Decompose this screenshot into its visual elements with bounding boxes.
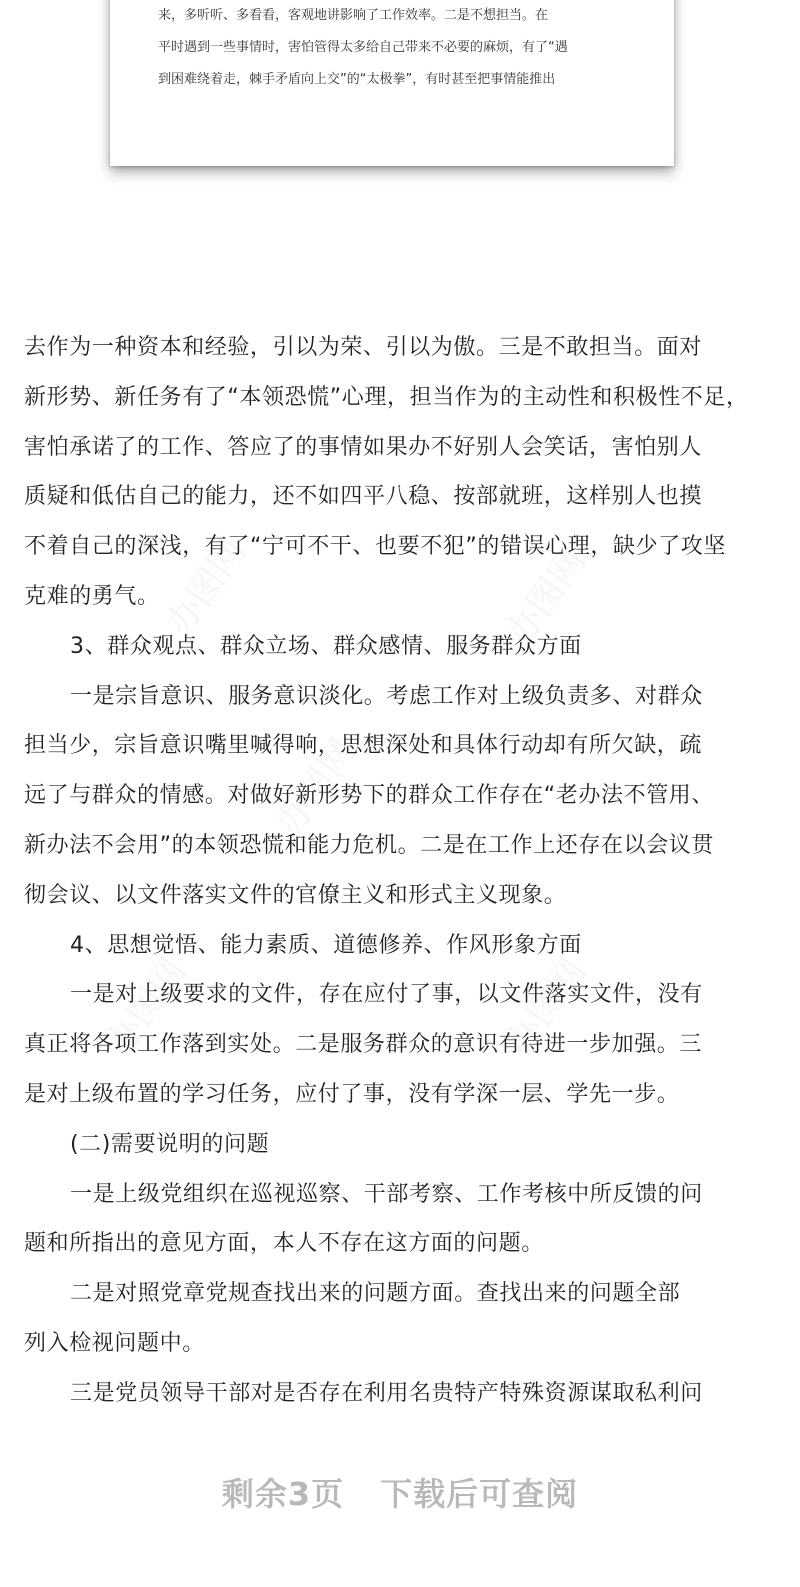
- remaining-pages-label: 剩余3页: [221, 1475, 345, 1513]
- body-line: 二是对照党章党规查找出来的问题方面。查找出来的问题全部: [70, 1281, 681, 1307]
- body-line: 一是上级党组织在巡视巡察、干部考察、工作考核中所反馈的问: [70, 1181, 703, 1207]
- watermark: 办图网: [498, 951, 595, 1064]
- download-to-view-label[interactable]: 下载后可查阅: [380, 1475, 579, 1513]
- body-line: 三是党员领导干部对是否存在利用名贵特产特殊资源谋取私利问: [70, 1380, 703, 1406]
- body-line: 新办法不会用”的本领恐慌和能力危机。二是在工作上还存在以会议贯: [24, 832, 714, 858]
- preview-text: [158, 0, 638, 96]
- body-line: 担当少，宗旨意识嘴里喊得响，思想深处和具体行动却有所欠缺，疏: [24, 733, 703, 759]
- body-line: (二)需要说明的问题: [70, 1131, 270, 1157]
- body-line: 远了与群众的情感。对做好新形势下的群众工作存在“老办法不管用、: [24, 783, 714, 809]
- watermark: 办图网: [158, 531, 255, 644]
- watermark: 办图网: [268, 731, 365, 844]
- preview-line: 平时遇到一些事情时，害怕管得太多给自己带来不必要的麻烦，有了“遇: [158, 40, 568, 55]
- body-line: 列入检视问题中。: [24, 1330, 205, 1356]
- body-line: 是对上级布置的学习任务，应付了事，没有学深一层、学先一步。: [24, 1081, 680, 1107]
- body-line: 克难的勇气。: [24, 583, 160, 609]
- body-line: 题和所指出的意见方面，本人不存在这方面的问题。: [24, 1231, 544, 1257]
- body-line: 真正将各项工作落到实处。二是服务群众的意识有待进一步加强。三: [24, 1032, 703, 1058]
- preview-line: 到困难绕着走，棘手矛盾向上交”的“太极拳”，有时甚至把事情能推出: [158, 72, 556, 87]
- download-banner[interactable]: [0, 1464, 800, 1520]
- document-preview-card: [110, 0, 674, 166]
- body-line: 害怕承诺了的工作、答应了的事情如果办不好别人会笑话，害怕别人: [24, 434, 703, 460]
- body-line: 4、思想觉悟、能力素质、道德修养、作风形象方面: [70, 932, 582, 958]
- body-line: 新形势、新任务有了“本领恐慌”心理，担当作为的主动性和积极性不足，: [24, 384, 749, 410]
- body-line: 彻会议、以文件落实文件的官僚主义和形式主义现象。: [24, 882, 567, 908]
- preview-line: 来，多听听、多看看，客观地讲影响了工作效率。二是不想担当。在: [158, 8, 549, 23]
- body-line: 一是宗旨意识、服务意识淡化。考虑工作对上级负责多、对群众: [70, 683, 703, 709]
- body-line: 质疑和低估自己的能力，还不如四平八稳、按部就班，这样别人也摸: [24, 484, 703, 510]
- watermark: 办图网: [498, 541, 595, 654]
- body-line: 3、群众观点、群众立场、群众感情、服务群众方面: [70, 633, 582, 659]
- document-body: [24, 323, 776, 1419]
- body-line: 一是对上级要求的文件，存在应付了事，以文件落实文件，没有: [70, 982, 703, 1008]
- body-line: 去作为一种资本和经验，引以为荣、引以为傲。三是不敢担当。面对: [24, 335, 703, 360]
- body-line: 不着自己的深浅，有了“宁可不干、也要不犯”的错误心理，缺少了攻坚: [24, 534, 726, 560]
- watermark: 办图网: [98, 951, 195, 1064]
